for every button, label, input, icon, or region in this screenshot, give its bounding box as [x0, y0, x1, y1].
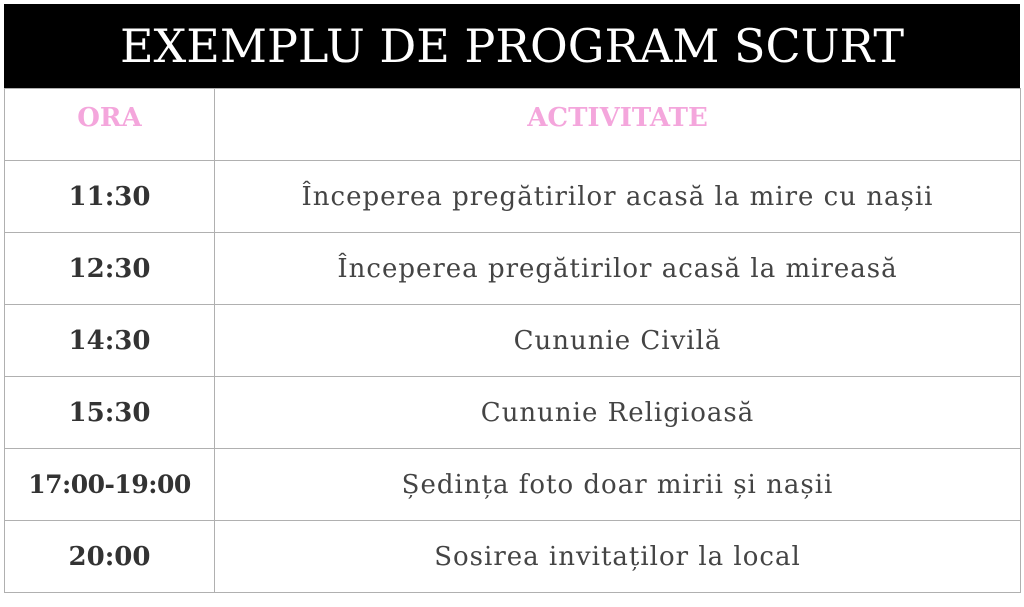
row-time: 14:30 [5, 305, 215, 377]
row-time: 15:30 [5, 377, 215, 449]
row-activity: Cununie Civilă [215, 305, 1021, 377]
table-row [5, 305, 1021, 377]
row-activity: Începerea pregătirilor acasă la mireasă [215, 233, 1021, 305]
row-time: 11:30 [5, 161, 215, 233]
table-row [5, 521, 1021, 593]
table-row [5, 233, 1021, 305]
row-time: 20:00 [5, 521, 215, 593]
header-ora: ORA [5, 89, 215, 161]
row-time: 17:00-19:00 [5, 449, 215, 521]
schedule-table [4, 88, 1021, 593]
header-activitate: ACTIVITATE [215, 89, 1021, 161]
row-time: 12:30 [5, 233, 215, 305]
table-row [5, 161, 1021, 233]
table-header-row [5, 89, 1021, 161]
table-row [5, 377, 1021, 449]
page-title: EXEMPLU DE PROGRAM SCURT [4, 4, 1020, 88]
row-activity: Începerea pregătirilor acasă la mire cu nașii [215, 161, 1021, 233]
row-activity: Cununie Religioasă [215, 377, 1021, 449]
row-activity: Sosirea invitaților la local [215, 521, 1021, 593]
schedule-sheet [4, 4, 1020, 603]
table-row [5, 449, 1021, 521]
row-activity: Ședința foto doar mirii și nașii [215, 449, 1021, 521]
